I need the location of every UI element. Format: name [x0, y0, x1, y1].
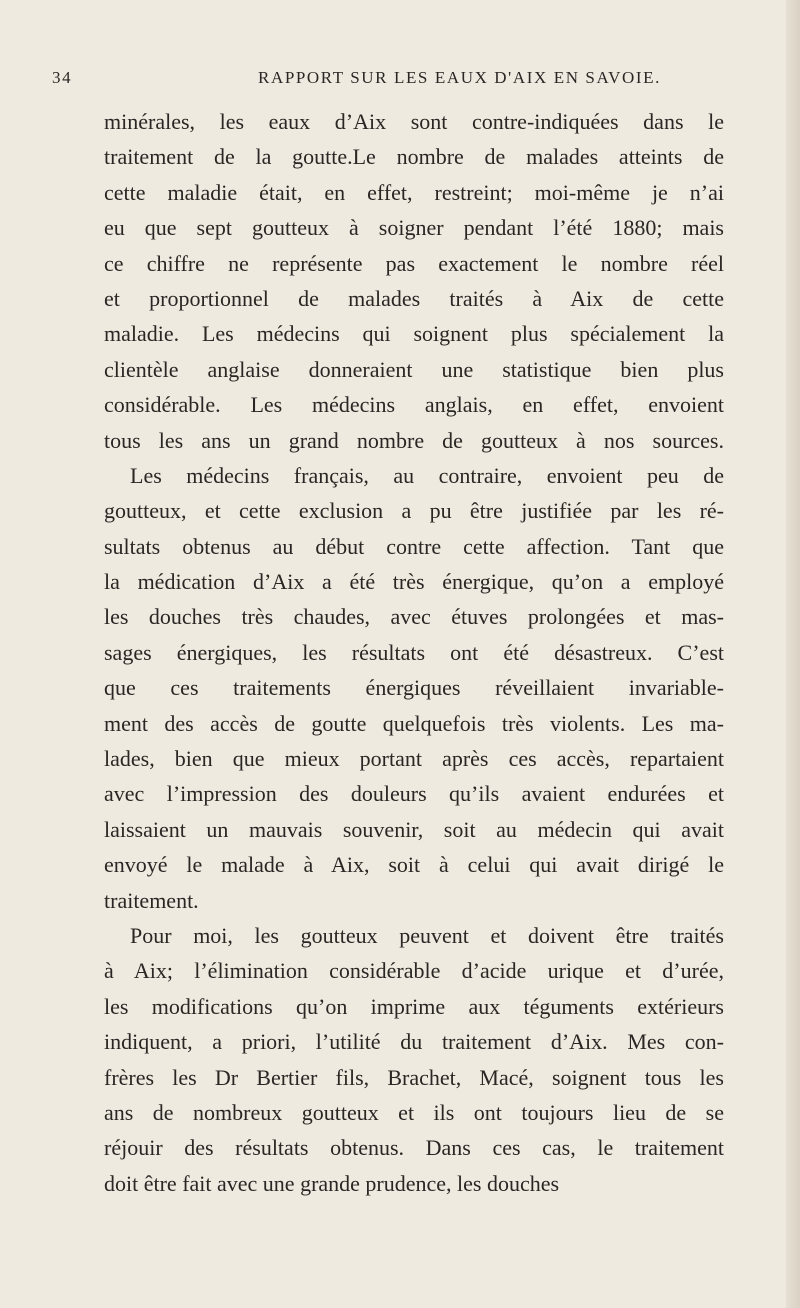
- running-title: RAPPORT SUR LES EAUX D'AIX EN SAVOIE.: [258, 68, 662, 87]
- text-line: la médication d’Aix a été très énergique, qu’on a employé: [104, 569, 724, 595]
- text-line: considérable. Les médecins anglais, en effet, envoient: [104, 392, 724, 418]
- text-line: sultats obtenus au début contre cette affection. Tant que: [104, 533, 724, 559]
- text-line: et proportionnel de malades traités à Aix de cette: [104, 285, 724, 311]
- text-line: avec l’impression des douleurs qu’ils avaient endurées et: [104, 781, 724, 807]
- text-line: clientèle anglaise donneraient une statistique bien plus: [104, 356, 724, 382]
- text-line: tous les ans un grand nombre de goutteux à nos sources.: [104, 427, 724, 453]
- text-line: sages énergiques, les résultats ont été désastreux. C’est: [104, 639, 724, 665]
- text-line: les douches très chaudes, avec étuves prolongées et mas-: [104, 604, 724, 630]
- text-line: indiquent, a priori, l’utilité du traitement d’Aix. Mes con-: [104, 1029, 724, 1055]
- text-line: envoyé le malade à Aix, soit à celui qui avait dirigé le: [104, 852, 724, 878]
- running-head: [52, 68, 672, 92]
- text-line: eu que sept goutteux à soigner pendant l’été 1880; mais: [104, 215, 724, 241]
- text-line: goutteux, et cette exclusion a pu être justifiée par les ré-: [104, 498, 724, 524]
- text-line: les modifications qu’on imprime aux téguments extérieurs: [104, 993, 724, 1019]
- text-line: Pour moi, les goutteux peuvent et doivent être traités: [130, 922, 724, 948]
- text-line: doit être fait avec une grande prudence, les douches: [104, 1170, 560, 1196]
- text-line: frères les Dr Bertier fils, Brachet, Macé, soignent tous les: [104, 1064, 724, 1090]
- page-edge-shadow: [786, 0, 800, 1308]
- text-line: à Aix; l’élimination considérable d’acide urique et d’urée,: [104, 958, 724, 984]
- text-line: réjouir des résultats obtenus. Dans ces cas, le traitement: [104, 1135, 724, 1161]
- text-line: lades, bien que mieux portant après ces accès, repartaient: [104, 746, 724, 772]
- text-line: ment des accès de goutte quelquefois très violents. Les ma-: [104, 710, 724, 736]
- text-line: traitement.: [104, 887, 199, 913]
- text-line: traitement de la goutte.Le nombre de malades atteints de: [104, 144, 724, 170]
- text-line: maladie. Les médecins qui soignent plus spécialement la: [104, 321, 724, 347]
- text-line: cette maladie était, en effet, restreint; moi-même je n’ai: [104, 179, 724, 205]
- body-text: [104, 104, 724, 1201]
- page-number: 34: [52, 68, 73, 87]
- text-line: ans de nombreux goutteux et ils ont toujours lieu de se: [104, 1099, 724, 1125]
- text-line: minérales, les eaux d’Aix sont contre-indiquées dans le: [104, 109, 724, 134]
- text-line: Les médecins français, au contraire, envoient peu de: [130, 462, 724, 488]
- text-line: laissaient un mauvais souvenir, soit au médecin qui avait: [104, 816, 724, 842]
- text-line: ce chiffre ne représente pas exactement le nombre réel: [104, 250, 724, 276]
- text-line: que ces traitements énergiques réveillaient invariable-: [104, 675, 724, 701]
